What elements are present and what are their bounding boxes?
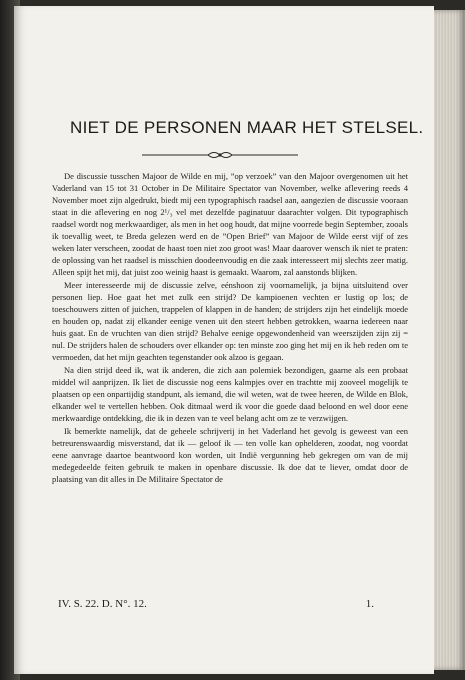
page-edges: [434, 10, 465, 670]
paragraph: De discussie tusschen Majoor de Wilde en mij, ”op verzoek” van den Majoor overgenomen uit het Vaderland van 15 tot 31 October in De Militaire Spectator van November, welke aflevering reeds 4 November moet zijn algedrukt, biedt mij een typographisch raadsel aan, aangezien de discussie vooraan staat in die aflevering en nog 2¹/₃ vel met dezelfde paginatuur daarachter volgen. Dit typographisch raadsel wordt nog merkwaardiger, als men in het oog houdt, dat mijne voorrede begin September, zooals ik toevallig weet, te Breda gelezen werd en de ”Open Brief” van Majoor de Wilde eerst vijf of zes weken later verscheen, zoodat de haast toen niet zoo groot was! Maar daarover wensch ik niet te praten: de oplossing van het raadsel is misschien doodeenvoudig en die zaak interesseert mij slechts zeer matig. Alleen spijt het mij, dat juist zoo weinig haast is gemaakt. Waarom, zal aanstonds blijken.: [52, 171, 408, 277]
paragraph: Meer interesseerde mij de discussie zelve, eénshoon zij voornamelijk, ja bijna uitsluitend over personen liep. Hoe gaat het met zulk een strijd? De kampioenen vechten er lustig op los; de toeschouwers zitten of juichen, trappelen of klappen in de handen; de strijders zijn het eindelijk moede en houden op, nadat zij elkander eenige venen uit den steert hebben getrokken, waarna iedereen naar huis gaat. En de vruchten van dien strijd? Behalve eenige opgewondenheid van weerszijden zijn zij = nul. De strijders halen de schouders over elkander op: ten minste zoo ging het mij en ik heb reden om te vermoeden, dat het mijn geachten tegenstander ook alzoo is gegaan.: [52, 280, 408, 362]
article-body: [52, 170, 408, 485]
printer-signature: IV. S. 22. D. N°. 12.: [58, 598, 147, 610]
paragraph: Na dien strijd deed ik, wat ik anderen, die zich aan polemiek bezondigen, gaarne als een probaat middel wil aanprijzen. Ik liet de discussie nog eens kalmpjes over en trachtte mij zooveel mogelijk te plaatsen op een onpartijdig standpunt, als iemand, die wil weten, wat de twee heeren, de Wilde en Blok, elkander wel te vertellen hebben. Ook ditmaal werd ik voor die goede daad beloond en wel door eene merkwaardige ontdekking, die ik in dezen van te veel belang acht om ze te verzwijgen.: [52, 365, 408, 423]
sheet-number: 1.: [365, 598, 374, 610]
paragraph: Ik bemerkte namelijk, dat de geheele schrijverij in het Vaderland het gevolg is geweest van een betreurenswaardig misverstand, dat ik — geloof ik — ten volle kan ophelderen, zoodat, nog voordat eene aanvrage daartoe beantwoord kon worden, uit Indië vergunning heb gekregen om van de mij medegedeelde feiten gebruik te maken in openbare discussie. Ik doe dat te liever, omdat door de plaatsing van dit alles in De Militaire Spectator de: [52, 426, 408, 484]
article-title: NIET DE PERSONEN MAAR HET STELSEL.: [70, 118, 424, 137]
title-ornament: [140, 150, 300, 160]
